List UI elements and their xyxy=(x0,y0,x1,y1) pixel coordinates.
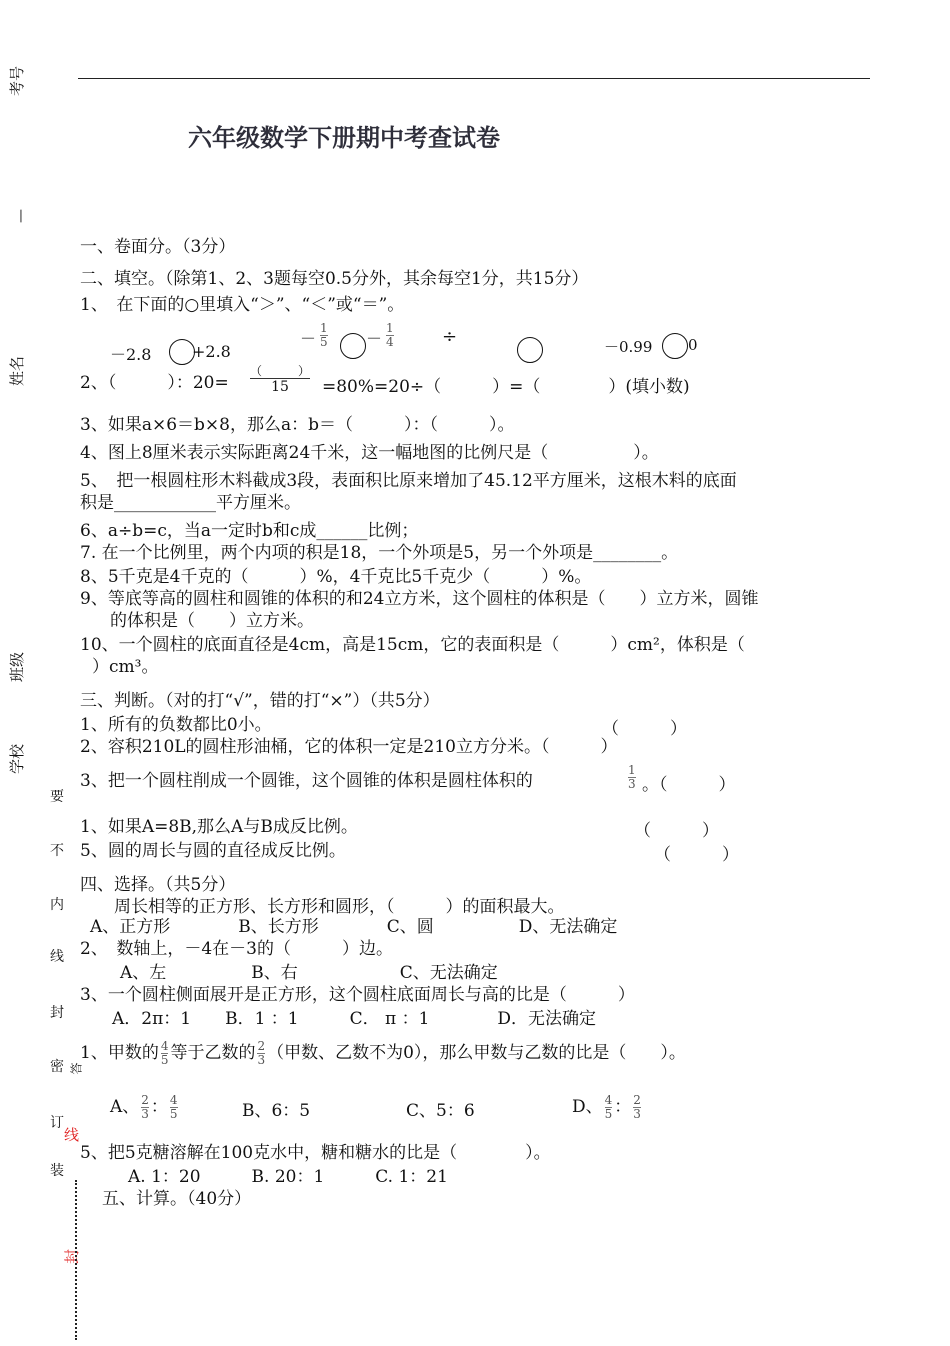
margin-dash: — xyxy=(13,209,29,223)
fraction-denominator: 15 xyxy=(250,378,310,395)
q2-4: 4、图上8厘米表示实际距离24千米，这一幅地图的比例尺是（ ）。 xyxy=(80,443,659,463)
page-title: 六年级数学下册期中考查试卷 xyxy=(188,124,500,152)
q2-1d-left: －0.99 xyxy=(604,338,653,356)
q2-5-line-2: 积是____________平方厘米。 xyxy=(80,493,301,513)
label-kaohao: 考号 xyxy=(8,65,26,96)
fraction-denominator: 3 xyxy=(628,777,636,791)
q4-4-text-a: 1、甲数的 xyxy=(80,1043,159,1063)
q3-5-paren: （ ） xyxy=(654,845,739,865)
q3-4: 1、如果A=8B,那么A与B成反比例。 xyxy=(80,817,358,837)
option-a-fraction-1 xyxy=(141,1094,149,1121)
option-d-fraction-2 xyxy=(633,1094,641,1121)
q4-4-option-d xyxy=(572,1094,643,1121)
binding-feng-red: 封 xyxy=(63,1248,82,1265)
section-5: 五、计算。（40分） xyxy=(102,1189,252,1209)
q3-3-paren: 。（ ） xyxy=(642,775,736,795)
q2-1b-minus-1: － xyxy=(300,329,317,348)
q3-4-paren: （ ） xyxy=(634,821,719,841)
fraction-denominator: 5 xyxy=(160,1053,169,1067)
q3-5: 5、圆的周长与圆的直径成反比例。 xyxy=(80,841,346,861)
option-a-colon: ： xyxy=(150,1097,168,1117)
fraction-numerator: 2 xyxy=(633,1093,641,1107)
binding-char-3: 内 xyxy=(50,897,64,913)
q2-9-line-2: 的体积是（ ）立方米。 xyxy=(110,611,314,631)
q2-1d-right: 0 xyxy=(688,336,698,354)
q2-8: 8、5千克是4千克的（ ）%，4千克比5千克少（ ）%。 xyxy=(80,567,592,587)
fraction-numerator: 2 xyxy=(257,1039,266,1053)
option-d-label: D、 xyxy=(572,1097,603,1117)
q4-3-options: A．2π：1 B．1 ：1 C． π ：1 D．无法确定 xyxy=(112,1009,597,1029)
q3-1: 1、所有的负数都比0小。 xyxy=(80,715,272,735)
binding-char-5: 封 xyxy=(50,1005,64,1021)
fraction-numerator: 1 xyxy=(628,763,636,777)
q2-2-fraction xyxy=(250,364,310,395)
binding-dotted-line xyxy=(75,1180,77,1340)
q4-4-fraction-2 xyxy=(257,1040,265,1067)
option-a-fraction-2 xyxy=(170,1094,178,1121)
q3-1-paren: （ ） xyxy=(602,719,687,739)
q4-5-options: A. 1：20 B. 20：1 C. 1：21 xyxy=(128,1167,448,1187)
q4-3: 3、一个圆柱侧面展开是正方形，这个圆柱底面周长与高的比是（ ） xyxy=(80,985,635,1005)
fraction-numerator: （ ） xyxy=(250,364,311,378)
q2-1a-left: －2.8 xyxy=(110,345,152,364)
q2-1b-fraction-1 xyxy=(320,322,328,349)
compare-circle-3[interactable] xyxy=(517,337,543,363)
q4-1-options: A、正方形 B、长方形 C、圆 D、无法确定 xyxy=(90,917,618,937)
binding-da: 答 xyxy=(69,1062,84,1075)
label-xuexiao: 学校 xyxy=(8,743,26,774)
binding-xian-red: 线 xyxy=(64,1126,80,1144)
q2-2-part-b: =80%=20÷（ ）=（ ）(填小数) xyxy=(322,377,690,397)
section-3: 三、判断。（对的打“√”，错的打“×”）（共5分） xyxy=(80,691,440,711)
fraction-denominator: 4 xyxy=(386,335,394,349)
fraction-numerator: 1 xyxy=(386,321,394,335)
q4-4-text-c: （甲数、乙数不为0），那么甲数与乙数的比是（ ）。 xyxy=(267,1043,686,1063)
fraction-denominator: 5 xyxy=(169,1107,178,1121)
fraction-denominator: 3 xyxy=(257,1053,266,1067)
q4-4-option-b: B、6：5 xyxy=(242,1101,311,1121)
fraction-numerator: 4 xyxy=(169,1093,178,1107)
q4-4-option-a xyxy=(110,1094,180,1121)
binding-char-4: 线 xyxy=(50,949,64,965)
q2-1b-fraction-2 xyxy=(386,322,394,349)
q3-3: 3、把一个圆柱削成一个圆锥，这个圆锥的体积是圆柱体积的 xyxy=(80,771,533,791)
compare-circle-4[interactable] xyxy=(662,333,688,359)
q4-5: 5、把5克糖溶解在100克水中，糖和糖水的比是（ ）。 xyxy=(80,1143,551,1163)
q4-4 xyxy=(80,1040,686,1067)
option-a-label: A、 xyxy=(110,1097,140,1117)
q4-2: 2、 数轴上，－4在－3的（ ）边。 xyxy=(80,939,393,959)
fraction-denominator: 5 xyxy=(320,335,328,349)
binding-char-8: 装 xyxy=(50,1163,64,1179)
q2-1a-right: +2.8 xyxy=(192,342,231,361)
fraction-numerator: 4 xyxy=(160,1039,169,1053)
option-d-fraction-1 xyxy=(605,1094,613,1121)
section-4: 四、选择。（共5分） xyxy=(80,875,236,895)
fraction-numerator: 4 xyxy=(604,1093,613,1107)
fraction-denominator: 3 xyxy=(141,1107,149,1121)
q2-9-line-1: 9、等底等高的圆柱和圆锥的体积的和24立方米，这个圆柱的体积是（ ）立方米，圆锥 xyxy=(80,589,759,609)
q2-2-part-a: 2、（ ）：20= xyxy=(80,373,229,393)
q2-5-line-1: 5、 把一根圆柱形木料截成3段，表面积比原来增加了45.12平方厘米，这根木料的底面 xyxy=(80,471,737,491)
q4-4-fraction-1 xyxy=(161,1040,169,1067)
q2-10-line-1: 10、一个圆柱的底面直径是4cm，高是15cm，它的表面积是（ ）cm²，体积是（ xyxy=(80,635,745,655)
q2-1b-minus-2: － xyxy=(366,329,383,348)
section-1: 一、卷面分。（3分） xyxy=(80,237,236,257)
q2-3: 3、如果a×6＝b×8，那么a：b＝（ ）：（ ）。 xyxy=(80,415,515,435)
fraction-denominator: 5 xyxy=(604,1107,613,1121)
q4-1: 周长相等的正方形、长方形和圆形，（ ）的面积最大。 xyxy=(80,897,565,917)
label-banji: 班级 xyxy=(8,651,26,682)
header-rule xyxy=(78,78,870,79)
option-d-colon: ： xyxy=(614,1097,632,1117)
q4-4-option-c: C、5：6 xyxy=(406,1101,475,1121)
q4-2-options: A、左 B、右 C、无法确定 xyxy=(120,963,498,983)
fraction-denominator: 3 xyxy=(633,1107,641,1121)
q3-2: 2、容积210L的圆柱形油桶，它的体积一定是210立方分米。（ ） xyxy=(80,737,618,757)
q2-6: 6、a÷b=c，当a一定时b和c成______比例； xyxy=(80,521,419,541)
q2-1c-divide: ÷ xyxy=(442,326,458,347)
fraction-numerator: 1 xyxy=(320,321,328,335)
binding-char-6: 密 xyxy=(50,1059,64,1075)
binding-char-7: 订 xyxy=(50,1115,64,1131)
q2-7: 7. 在一个比例里，两个内项的积是18，一个外项是5，另一个外项是________。 xyxy=(80,543,679,563)
q2-10-line-2: ）cm³。 xyxy=(92,657,159,677)
binding-char-2: 不 xyxy=(50,843,64,859)
section-2: 二、填空。（除第1、2、3题每空0.5分外，其余每空1分，共15分） xyxy=(80,269,589,289)
binding-char-1: 要 xyxy=(50,789,64,805)
compare-circle-2[interactable] xyxy=(340,333,366,359)
fraction-numerator: 2 xyxy=(141,1093,149,1107)
q4-4-text-b: 等于乙数的 xyxy=(170,1043,256,1063)
label-xingming: 姓名 xyxy=(8,355,26,386)
q2-1: 1、 在下面的○里填入“＞”、“＜”或“＝”。 xyxy=(80,295,405,315)
q3-3-fraction xyxy=(628,764,636,791)
